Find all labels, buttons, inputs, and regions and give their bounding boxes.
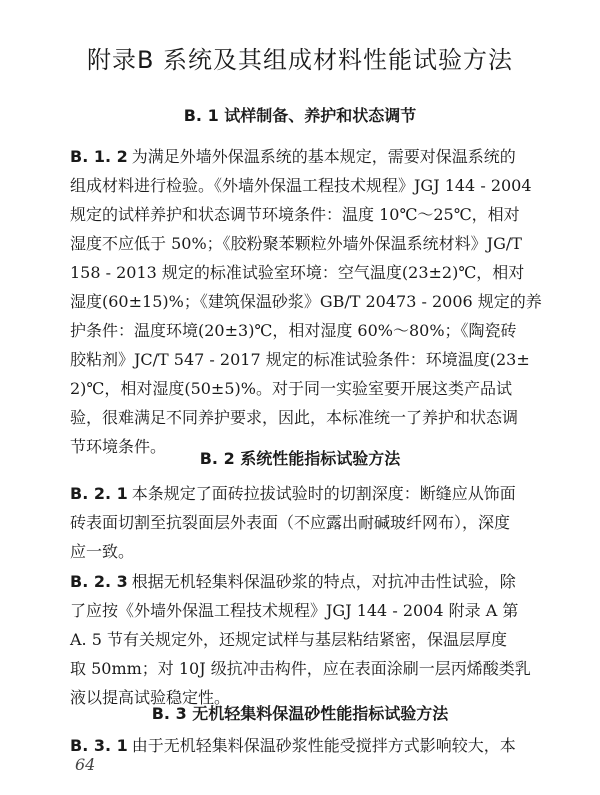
- paragraph-line: 湿度不应低于 50%；《胶粉聚苯颗粒外墙外保温系统材料》JG/T: [70, 234, 522, 253]
- paragraph-line: A. 5 节有关规定外，还规定试样与基层粘结紧密，保温层厚度: [70, 630, 507, 649]
- paragraph-line: 节环境条件。: [70, 437, 167, 456]
- section-heading-b1: B. 1 试样制备、养护和状态调节: [183, 106, 417, 125]
- paragraph-line: 护条件：温度环境(20±3)℃，相对湿度 60%～80%；《陶瓷砖: [70, 321, 517, 340]
- paragraph-line: 砖表面切割至抗裂面层外表面（不应露出耐碱玻纤网布），深度: [70, 513, 511, 532]
- paragraph-line: 了应按《外墙外保温工程技术规程》JGJ 144 - 2004 附录 A 第: [70, 601, 519, 620]
- paragraph-line: 取 50mm；对 10J 级抗冲击构件，应在表面涂刷一层丙烯酸类乳: [70, 659, 531, 678]
- clause-number: B. 1. 2: [70, 147, 128, 166]
- paragraph-line: 湿度(60±15)%；《建筑保温砂浆》GB/T 20473 - 2006 规定的养: [70, 292, 542, 311]
- paragraph-line: 2)℃，相对湿度(50±5)%。对于同一实验室要开展这类产品试: [70, 379, 512, 398]
- section-heading-b2: B. 2 系统性能指标试验方法: [199, 449, 401, 468]
- paragraph-line: 158 - 2013 规定的标准试验室环境：空气温度(23±2)℃，相对: [70, 263, 525, 282]
- paragraph-line: 本条规定了面砖拉拔试验时的切割深度：断缝应从饰面: [131, 484, 516, 503]
- page-title: 附录B 系统及其组成材料性能试验方法: [86, 46, 514, 74]
- paragraph-line: 液以提高试验稳定性。: [70, 688, 231, 707]
- section-heading-b3: B. 3 无机轻集料保温砂性能指标试验方法: [151, 704, 449, 723]
- paragraph-line: 验，很难满足不同养护要求，因此，本标准统一了养护和状态调: [70, 408, 519, 427]
- clause-b-2-3: [70, 567, 550, 712]
- paragraph-line: 应一致。: [70, 542, 135, 561]
- clause-number: B. 2. 3: [70, 572, 128, 591]
- clause-b-1-2: [70, 142, 550, 461]
- clause-number: B. 2. 1: [70, 484, 128, 503]
- clause-b-3-1: [70, 731, 550, 760]
- paragraph-line: 根据无机轻集料保温砂浆的特点，对抗冲击性试验，除: [131, 572, 516, 591]
- clause-b-2-1: [70, 479, 550, 566]
- clause-number: B. 3. 1: [70, 736, 128, 755]
- paragraph-line: 胶粘剂》JC/T 547 - 2017 规定的标准试验条件：环境温度(23±: [70, 350, 530, 369]
- paragraph-line: 为满足外墙外保温系统的基本规定，需要对保温系统的: [131, 147, 516, 166]
- paragraph-line: 组成材料进行检验。《外墙外保温工程技术规程》JGJ 144 - 2004: [70, 176, 532, 195]
- paragraph-line: 由于无机轻集料保温砂浆性能受搅拌方式影响较大，本: [131, 736, 516, 755]
- paragraph-line: 规定的试样养护和状态调节环境条件：温度 10℃～25℃，相对: [70, 205, 520, 224]
- page-number: 64: [75, 755, 96, 774]
